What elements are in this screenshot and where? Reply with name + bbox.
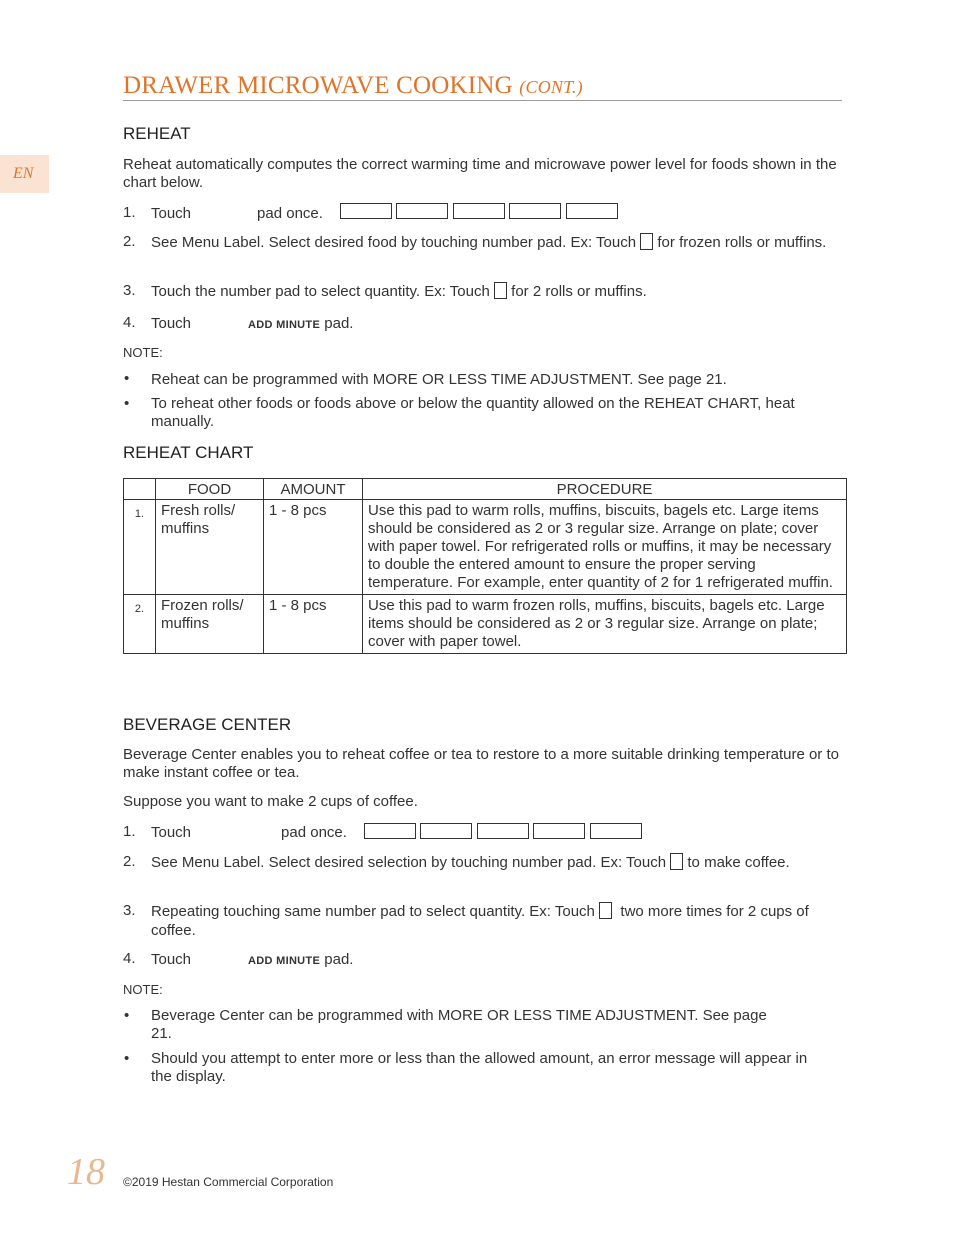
reheat-step-1-num: 1. bbox=[123, 204, 136, 221]
bullet: • bbox=[124, 1050, 130, 1067]
column-header-amount: AMOUNT bbox=[264, 479, 363, 500]
reheat-note-2: To reheat other foods or foods above or below the quantity allowed on the REHEAT CHART, heat manually. bbox=[151, 395, 795, 430]
beverage-step-2-num: 2. bbox=[123, 853, 136, 870]
reheat-step-2-b: for frozen rolls or muffins. bbox=[657, 234, 827, 251]
bullet: • bbox=[124, 395, 130, 412]
beverage-step-4-num: 4. bbox=[123, 950, 136, 967]
beverage-intro: Beverage Center enables you to reheat coffee or tea to restore to a more suitable drinking temperature or to make instant coffee or tea. bbox=[123, 746, 839, 781]
column-header bbox=[124, 479, 156, 500]
beverage-step-2 bbox=[151, 853, 841, 872]
beverage-note-label: NOTE: bbox=[123, 982, 163, 997]
language-tab-label: EN bbox=[13, 165, 34, 182]
reheat-note-label: NOTE: bbox=[123, 345, 163, 360]
page-number: 18 bbox=[67, 1151, 105, 1193]
reheat-step-1-b: pad once. bbox=[257, 205, 323, 222]
reheat-step-2 bbox=[151, 233, 841, 252]
title-divider bbox=[123, 100, 842, 101]
reheat-chart-heading: REHEAT CHART bbox=[123, 443, 254, 462]
pad-box bbox=[453, 203, 505, 219]
reheat-note-1: Reheat can be programmed with MORE OR LESS TIME ADJUSTMENT. See page 21. bbox=[151, 371, 727, 388]
bullet: • bbox=[124, 1007, 130, 1024]
reheat-step-4-b: pad. bbox=[324, 315, 354, 332]
reheat-step-2-a: See Menu Label. Select desired food by touching number pad. Ex: Touch bbox=[151, 234, 637, 251]
pad-box bbox=[590, 823, 642, 839]
page-title bbox=[123, 72, 583, 100]
page-title-cont: (CONT.) bbox=[519, 77, 583, 97]
table-row bbox=[124, 500, 847, 595]
beverage-suppose: Suppose you want to make 2 cups of coffee. bbox=[123, 793, 418, 810]
pad-box bbox=[396, 203, 448, 219]
beverage-pad-indicator bbox=[364, 823, 644, 839]
copyright: ©2019 Hestan Commercial Corporation bbox=[123, 1175, 334, 1189]
number-pad-icon bbox=[640, 233, 653, 250]
add-minute-key: ADD MINUTE bbox=[248, 955, 321, 967]
beverage-step-1-b: pad once. bbox=[281, 824, 347, 841]
beverage-step-3-num: 3. bbox=[123, 902, 136, 919]
reheat-step-1-a: Touch bbox=[151, 205, 192, 222]
beverage-step-3-a: Repeating touching same number pad to select quantity. Ex: Touch bbox=[151, 903, 595, 920]
cell-food: Fresh rolls/ muffins bbox=[156, 500, 264, 595]
reheat-step-4-a: Touch bbox=[151, 315, 192, 332]
beverage-step-3 bbox=[151, 902, 841, 940]
cell-food: Frozen rolls/ muffins bbox=[156, 595, 264, 654]
beverage-step-1-a: Touch bbox=[151, 824, 192, 841]
cell-procedure: Use this pad to warm frozen rolls, muffins, biscuits, bagels etc. Large items should be considered as 2 or 3 regular size. Arrange on plate; cover with paper towel. bbox=[363, 595, 847, 654]
reheat-step-4-num: 4. bbox=[123, 314, 136, 331]
beverage-step-4 bbox=[151, 950, 841, 971]
reheat-step-3-num: 3. bbox=[123, 282, 136, 299]
cell-amount: 1 - 8 pcs bbox=[264, 500, 363, 595]
reheat-chart-table bbox=[123, 478, 847, 654]
beverage-step-4-b: pad. bbox=[324, 951, 354, 968]
pad-box bbox=[566, 203, 618, 219]
pad-box bbox=[509, 203, 561, 219]
number-pad-icon bbox=[494, 282, 507, 299]
row-number: 2. bbox=[124, 595, 156, 654]
pad-box bbox=[340, 203, 392, 219]
cell-amount: 1 - 8 pcs bbox=[264, 595, 363, 654]
language-tab bbox=[0, 155, 49, 193]
column-header-procedure: PROCEDURE bbox=[363, 479, 847, 500]
reheat-step-3 bbox=[151, 282, 841, 301]
number-pad-icon bbox=[599, 902, 612, 919]
pad-box bbox=[533, 823, 585, 839]
table-row bbox=[124, 595, 847, 654]
reheat-intro: Reheat automatically computes the correct warming time and microwave power level for foods shown in the chart below. bbox=[123, 156, 837, 191]
reheat-pad-indicator bbox=[340, 203, 620, 219]
table-header-row bbox=[124, 479, 847, 500]
beverage-heading: BEVERAGE CENTER bbox=[123, 715, 292, 734]
beverage-step-1-num: 1. bbox=[123, 823, 136, 840]
beverage-step-3-b: two more times for 2 cups of coffee. bbox=[151, 903, 809, 939]
reheat-step-4 bbox=[151, 314, 841, 335]
pad-box bbox=[477, 823, 529, 839]
number-pad-icon bbox=[670, 853, 683, 870]
reheat-step-2-num: 2. bbox=[123, 233, 136, 250]
beverage-step-4-a: Touch bbox=[151, 951, 192, 968]
cell-procedure: Use this pad to warm rolls, muffins, biscuits, bagels etc. Large items should be considered as 2 or 3 regular size. Arrange on plate; cover with paper towel. For refrigerated rolls or muffins, it may be necessary to double the entered amount to ensure the proper serving temperature. For example, enter quantity of 2 for 1 refrigerated muffin. bbox=[363, 500, 847, 595]
beverage-step-2-a: See Menu Label. Select desired selection by touching number pad. Ex: Touch bbox=[151, 854, 667, 871]
column-header-food: FOOD bbox=[156, 479, 264, 500]
beverage-note-2: Should you attempt to enter more or less than the allowed amount, an error message will appear in the display. bbox=[151, 1050, 808, 1085]
pad-box bbox=[364, 823, 416, 839]
bullet: • bbox=[124, 370, 130, 387]
add-minute-key: ADD MINUTE bbox=[248, 319, 321, 331]
reheat-heading: REHEAT bbox=[123, 124, 191, 143]
reheat-step-3-b: for 2 rolls or muffins. bbox=[511, 283, 647, 300]
beverage-note-1: Beverage Center can be programmed with MORE OR LESS TIME ADJUSTMENT. See page 21. bbox=[151, 1007, 767, 1042]
pad-box bbox=[420, 823, 472, 839]
beverage-step-2-b: to make coffee. bbox=[687, 854, 790, 871]
row-number: 1. bbox=[124, 500, 156, 595]
reheat-step-3-a: Touch the number pad to select quantity. Ex: Touch bbox=[151, 283, 490, 300]
page-title-text: DRAWER MICROWAVE COOKING bbox=[123, 72, 513, 99]
